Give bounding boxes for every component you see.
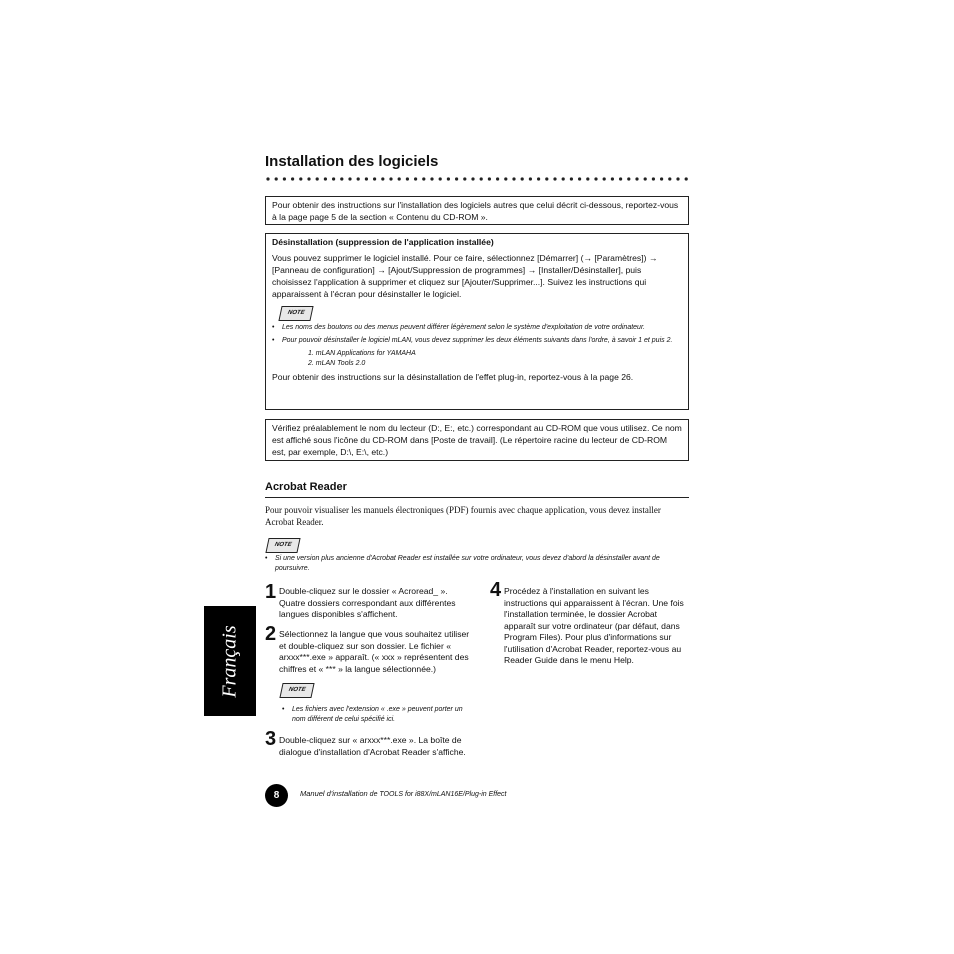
step-text: Double-cliquez sur le dossier « Acroread_ ». Quatre dossiers correspondant aux différentes langues disponibles s'affichent.: [279, 586, 456, 619]
divider-dot: [463, 177, 466, 180]
info-box-text: Pour obtenir des instructions sur l'installation des logiciels autres que celui décrit ci-dessous, reportez-vous à la page page 5 de la section « Contenu du CD-ROM ».: [272, 200, 679, 222]
divider-dot: [357, 177, 360, 180]
divider-dot: [283, 177, 286, 180]
divider-dot: [578, 177, 581, 180]
divider-dot: [316, 177, 319, 180]
divider-dot: [430, 177, 433, 180]
acrobat-title: Acrobat Reader: [265, 481, 347, 493]
divider-dot: [529, 177, 532, 180]
divider-dot: [340, 177, 343, 180]
step-text: Double-cliquez sur « arxxx***.exe ». La boîte de dialogue d'installation d'Acrobat Reader s'affiche.: [279, 735, 466, 757]
divider-dot: [660, 177, 663, 180]
acrobat-note-list: [265, 554, 689, 577]
language-tab-label: [204, 606, 256, 716]
divider-dot: [348, 177, 351, 180]
divider-dot: [291, 177, 294, 180]
acrobat-note: • Si une version plus ancienne d'Acrobat Reader est installée sur votre ordinateur, vous devez d'abord la désinstaller avant de poursuivre.: [265, 554, 689, 574]
divider-dot: [570, 177, 573, 180]
step-note-list: [282, 705, 472, 728]
divider-dot: [299, 177, 302, 180]
note-item: • Pour pouvoir désinstaller le logiciel mLAN, vous devez supprimer les deux éléments suivants dans l'ordre, à savoir 1 et puis 2.: [272, 336, 682, 346]
step-number: 3: [265, 728, 277, 750]
divider-dot: [545, 177, 548, 180]
section-rule: [265, 497, 689, 498]
divider-dot: [521, 177, 524, 180]
verify-box-text: Vérifiez préalablement le nom du lecteur (D:, E:, etc.) correspondant au CD-ROM que vous utilisez. Ce nom est affiché sous l'icône du CD-ROM dans [Poste de travail]. (Le répertoire racine du lecteur de CD-ROM est, par exemple, D:\, E:\, etc.): [272, 423, 682, 457]
uninstall-footer: Pour obtenir des instructions sur la désinstallation de l'effet plug-in, reportez-vous à la page 26.: [272, 372, 634, 382]
uninstall-body: Vous pouvez supprimer le logiciel installé. Pour ce faire, sélectionnez [Démarrer] (→ [Paramètres]) → [Panneau de configuration] → [Ajout/Suppression de programmes] → [Installer/Désinstaller], puis choisissez l'application à supprimer et cliquez sur [Ajouter/Supprimer...]. Suivez les instructions qui apparaissent à l'écran pour désinstaller le logiciel.: [272, 253, 658, 299]
divider-dot: [668, 177, 671, 180]
page-number: 8: [265, 784, 288, 807]
divider-dot: [373, 177, 376, 180]
step-number: 2: [265, 623, 277, 645]
divider-dot: [553, 177, 556, 180]
uninstall-notes: [272, 323, 682, 346]
divider-dot: [480, 177, 483, 180]
divider-dot: [603, 177, 606, 180]
step-text: Procédez à l'installation en suivant les instructions qui apparaissent à l'écran. Une fois l'installation terminée, le dossier Acrobat apparaît sur votre ordinateur (par défaut, dans Program Files). Pour plus d'informations sur l'utilisation d'Acrobat Reader, reportez-vous au Reader Guide dans le menu Help.: [504, 586, 684, 665]
divider-dot: [381, 177, 384, 180]
uninstall-heading: Désinstallation (suppression de l'application installée): [272, 237, 494, 247]
language-label: Français: [218, 624, 241, 698]
divider-dot: [685, 177, 688, 180]
divider-dot: [611, 177, 614, 180]
divider-dot: [414, 177, 417, 180]
divider-dot: [627, 177, 630, 180]
divider-dot: [496, 177, 499, 180]
info-box: [265, 196, 689, 225]
divider-dot: [504, 177, 507, 180]
divider-dot: [455, 177, 458, 180]
verify-box: [265, 419, 689, 461]
divider-dot: [471, 177, 474, 180]
note-item: • Les noms des boutons ou des menus peuvent différer légèrement selon le système d'exploitation de votre ordinateur.: [272, 323, 682, 333]
section-title: Installation des logiciels: [265, 153, 439, 170]
sub-item: 2. mLAN Tools 2.0: [308, 360, 366, 367]
divider-dot: [676, 177, 679, 180]
divider-dot: [652, 177, 655, 180]
divider-dot: [447, 177, 450, 180]
divider-dot: [594, 177, 597, 180]
step-number: 1: [265, 581, 277, 603]
divider-dot: [398, 177, 401, 180]
divider-dot: [266, 177, 269, 180]
acrobat-intro: Pour pouvoir visualiser les manuels électroniques (PDF) fournis avec chaque application, vous devez installer Acrobat Reader.: [265, 505, 661, 527]
dotted-divider: [265, 176, 689, 182]
divider-dot: [512, 177, 515, 180]
divider-dot: [332, 177, 335, 180]
divider-dot: [586, 177, 589, 180]
footer-text: [300, 789, 507, 798]
divider-dot: [635, 177, 638, 180]
note-icon: NOTE: [278, 306, 313, 321]
note-icon: NOTE: [279, 683, 314, 698]
footer-manual: Manuel d'installation: [300, 789, 368, 798]
divider-dot: [619, 177, 622, 180]
step-note: • Les fichiers avec l'extension « .exe » peuvent porter un nom différent de celui spécifié ici.: [282, 705, 472, 725]
divider-dot: [422, 177, 425, 180]
divider-dot: [562, 177, 565, 180]
uninstall-box: [265, 233, 689, 410]
divider-dot: [324, 177, 327, 180]
divider-dot: [365, 177, 368, 180]
note-icon: NOTE: [265, 538, 300, 553]
step-number: 4: [490, 579, 502, 601]
divider-dot: [644, 177, 647, 180]
divider-dot: [275, 177, 278, 180]
divider-dot: [439, 177, 442, 180]
divider-dot: [488, 177, 491, 180]
divider-dot: [389, 177, 392, 180]
footer-rest: de TOOLS for i88X/mLAN16E/Plug-in Effect: [367, 791, 507, 798]
divider-dot: [537, 177, 540, 180]
divider-dot: [406, 177, 409, 180]
sub-item: 1. mLAN Applications for YAMAHA: [308, 350, 416, 357]
uninstall-sub-items: [308, 349, 682, 369]
divider-dot: [307, 177, 310, 180]
step-text: Sélectionnez la langue que vous souhaitez utiliser et double-cliquez sur son dossier. Le fichier « arxxx***.exe » apparaît. (« xxx » représentent des chiffres et « *** » la langue sélectionnée.): [279, 629, 470, 674]
